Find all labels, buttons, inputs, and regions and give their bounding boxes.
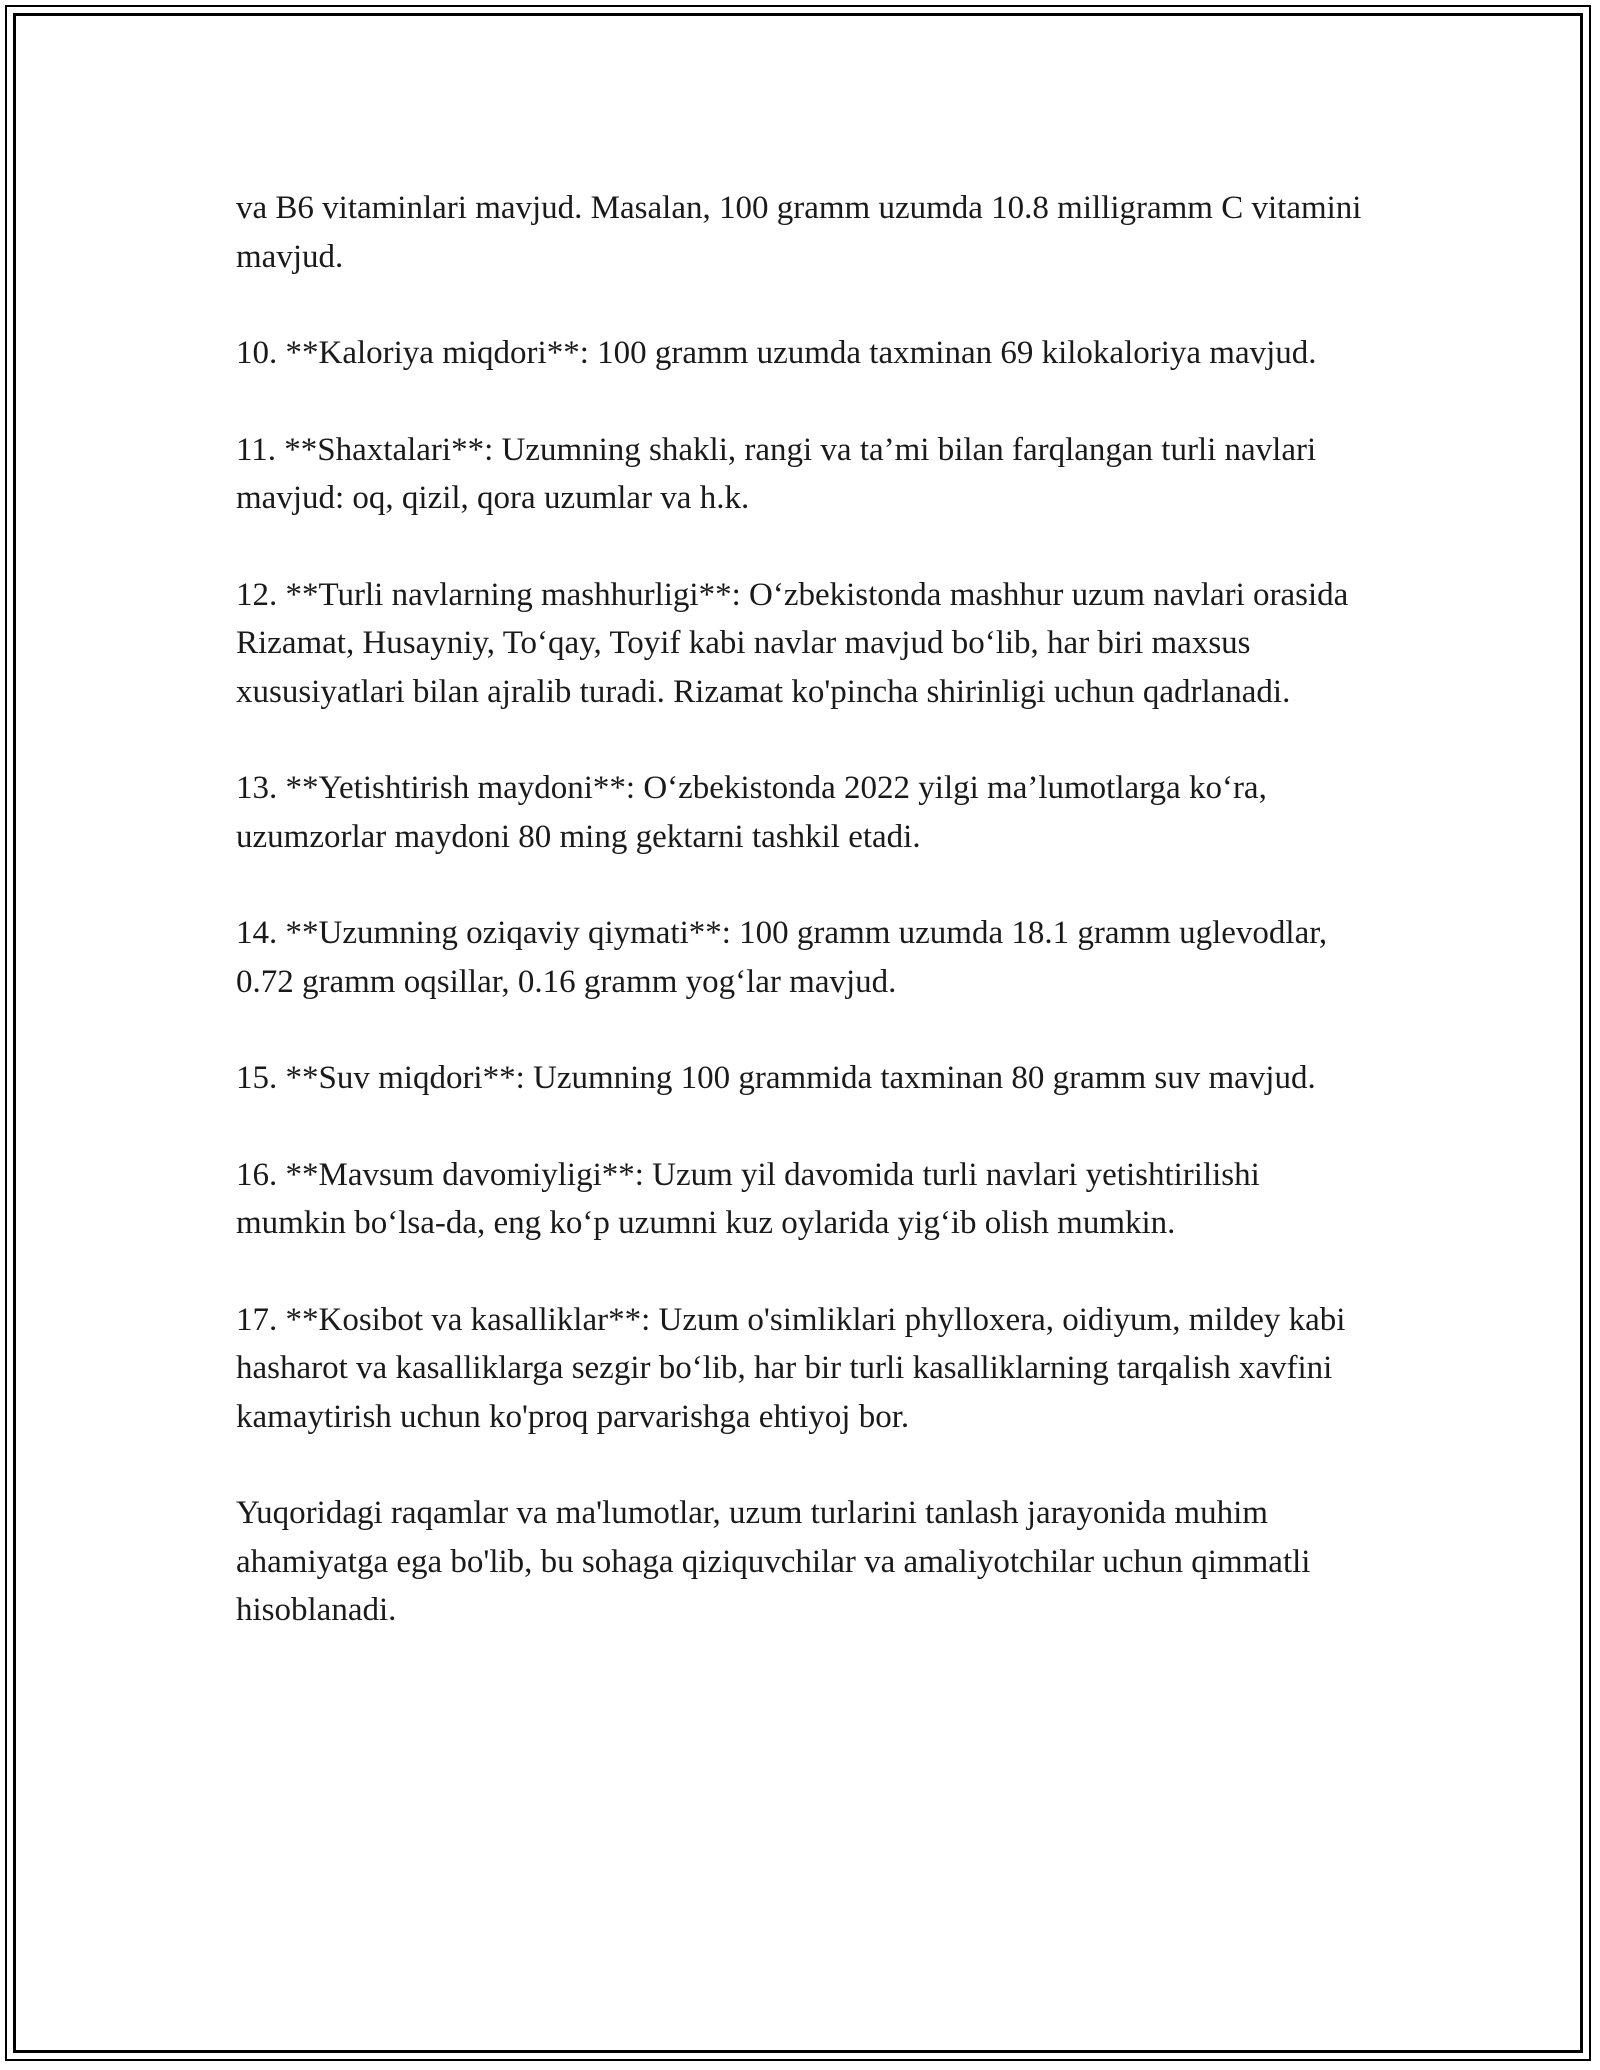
list-item-12-popular-varieties: 12. **Turli navlarning mashhurligi**: O‘zbekistonda mashhur uzum navlari orasida Rizamat, Husayniy, To‘qay, Toyif kabi navlar mavjud bo‘lib, har biri maxsus xususiyatlari bilan ajralib turadi. Rizamat ko'pincha shirinligi uchun qadrlanadi. (236, 576, 1349, 710)
list-item-16-season-duration: 16. **Mavsum davomiyligi**: Uzum yil davomida turli navlari yetishtirilishi mumkin bo‘lsa-da, eng ko‘p uzumni kuz oylarida yig‘ib olish mumkin. (236, 1156, 1260, 1241)
list-item-15-water-content: 15. **Suv miqdori**: Uzumning 100 grammida taxminan 80 gramm suv mavjud. (236, 1060, 1316, 1096)
list-item-14-nutritional-value: 14. **Uzumning oziqaviy qiymati**: 100 gramm uzumda 18.1 gramm uglevodlar, 0.72 gramm oqsillar, 0.16 gramm yog‘lar mavjud. (236, 915, 1328, 1000)
list-item-10-calories: 10. **Kaloriya miqdori**: 100 gramm uzumda taxminan 69 kilokaloriya mavjud. (236, 335, 1317, 371)
document-body (236, 184, 1364, 1635)
paragraph-conclusion: Yuqoridagi raqamlar va ma'lumotlar, uzum turlarini tanlash jarayonida muhim ahamiyatga ega bo'lib, bu sohaga qiziquvchilar va amaliyotchilar uchun qimmatli hisoblanadi. (236, 1495, 1311, 1628)
paragraph-vitamins: va B6 vitaminlari mavjud. Masalan, 100 gramm uzumda 10.8 milligramm C vitamini mavjud. (236, 190, 1362, 275)
list-item-11-varieties: 11. **Shaxtalari**: Uzumning shakli, rangi va ta’mi bilan farqlangan turli navlari mavjud: oq, qizil, qora uzumlar va h.k. (236, 431, 1317, 516)
list-item-17-pests-diseases: 17. **Kosibot va kasalliklar**: Uzum o'simliklari phylloxera, oidiyum, mildey kabi hasharot va kasalliklarga sezgir bo‘lib, har bir turli kasalliklarning tarqalish xavfini kamaytirish uchun ko'proq parvarishga ehtiyoj bor. (236, 1301, 1346, 1435)
list-item-13-cultivation-area: 13. **Yetishtirish maydoni**: O‘zbekistonda 2022 yilgi ma’lumotlarga ko‘ra, uzumzorlar maydoni 80 ming gektarni tashkil etadi. (236, 770, 1267, 855)
